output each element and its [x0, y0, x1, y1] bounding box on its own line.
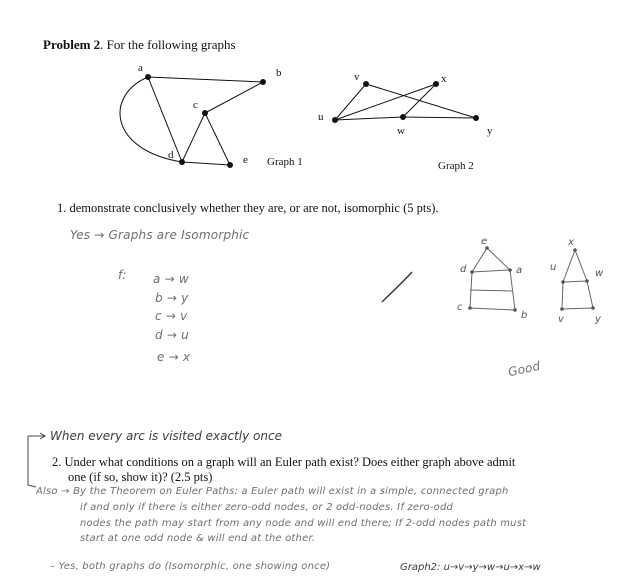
graph1-label-e: e [243, 154, 248, 166]
answer-1-statement: Yes → Graphs are Isomorphic [70, 228, 250, 242]
graph1-label-b: b [276, 67, 282, 79]
graph2-caption: Graph 2 [438, 160, 474, 172]
answer-2-yes-line: – Yes, both graphs do (Isomorphic, one showing once) [50, 561, 331, 572]
problem-intro: . For the following graphs [100, 37, 236, 52]
graph1-label-a: a [138, 62, 143, 74]
graph2-label-x: x [441, 73, 447, 85]
sketch-left-label-c: c [457, 302, 463, 313]
question-2-line-2: one (if so, show it)? (2.5 pts) [68, 470, 213, 484]
graph1-caption: Graph 1 [267, 156, 303, 168]
question-2-line-1: Under what conditions on a graph will an Euler path exist? Does either graph above admit [64, 455, 516, 469]
graph2-label-v: v [354, 71, 360, 83]
sketch-right-label-w: w [595, 268, 604, 279]
sketch-right-label-x: x [568, 237, 574, 248]
sketch-right-label-u: u [550, 262, 557, 273]
mapping-1: a → w [153, 272, 189, 286]
question-1-text: demonstrate conclusively whether they are, or are not, isomorphic (5 pts). [69, 201, 439, 215]
grade-comment: Good [506, 358, 542, 380]
sketch-left-label-a: a [516, 265, 523, 276]
graph1-label-c: c [193, 99, 198, 111]
answer-2-graph2-path: Graph2: u→v→y→w→u→x→w [400, 562, 541, 573]
graph2-label-y: y [487, 125, 493, 137]
problem-title: Problem 2 [43, 37, 101, 52]
question-1-number: 1. [57, 201, 67, 215]
answer-2-also-4: start at one odd node & will end at the other. [80, 533, 316, 544]
graph2-label-u: u [318, 111, 324, 123]
answer-2-note-top: When every arc is visited exactly once [50, 429, 282, 443]
sketch-right-label-y: y [595, 314, 601, 325]
answer-2-also-3: nodes the path may start from any node and will end there; If 2-odd nodes path must [80, 518, 527, 529]
sketch-right-label-v: v [558, 314, 564, 325]
sketch-left-label-b: b [521, 310, 528, 321]
question-2-number: 2. [52, 455, 62, 469]
sketch-left-label-e: e [481, 236, 488, 247]
mapping-3: c → v [155, 309, 188, 323]
question-2 [52, 455, 515, 485]
graph2-label-w: w [397, 125, 405, 137]
mapping-5: e → x [157, 350, 191, 364]
mapping-f-label: f: [118, 268, 127, 282]
answer-2-also-2: if and only if there is either zero-odd nodes, or 2 odd-nodes. If zero-odd [80, 502, 454, 513]
graph1-label-d: d [168, 149, 174, 161]
answer-2-also-1: Also → By the Theorem on Euler Paths: a Euler path will exist in a simple, connected graph [36, 486, 509, 497]
mapping-2: b → y [155, 291, 189, 305]
sketch-left-label-d: d [460, 264, 467, 275]
mapping-4: d → u [155, 328, 189, 342]
